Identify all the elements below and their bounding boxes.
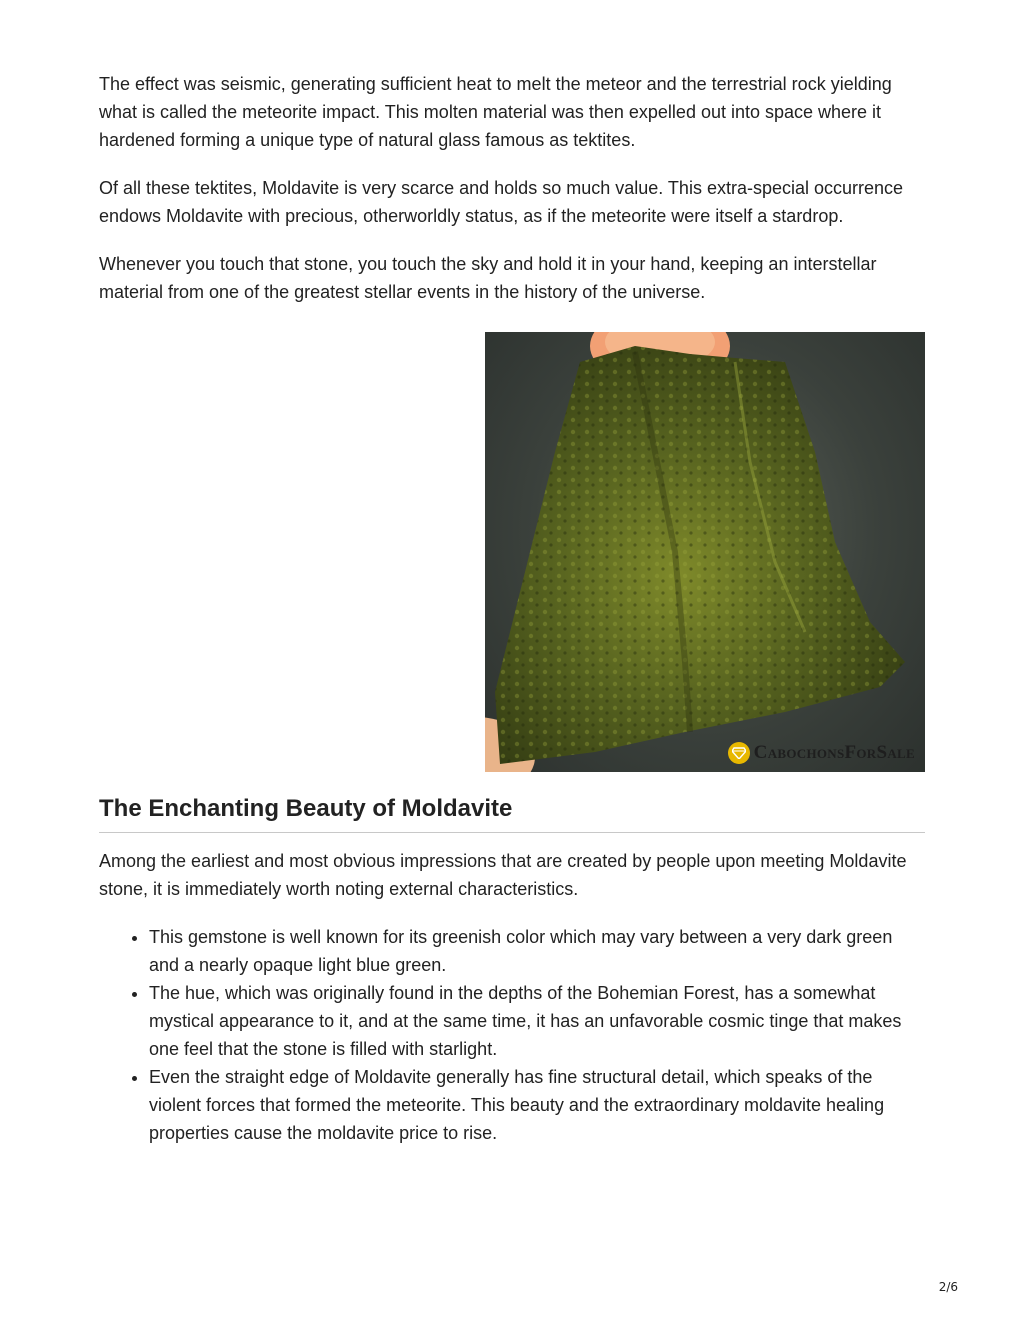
page-content xyxy=(99,70,925,1147)
paragraph-touch-the-sky: Whenever you touch that stone, you touch the sky and hold it in your hand, keeping an interstellar material from one of the greatest stellar events in the history of the universe. xyxy=(99,254,877,302)
list-item: • Even the straight edge of Moldavite generally has fine structural detail, which speaks of the violent forces that formed the meteorite. This beauty and the extraordinary moldavite healing properties cause the moldavite price to rise. xyxy=(149,1063,925,1147)
diamond-logo-icon xyxy=(728,742,750,764)
characteristics-list xyxy=(99,923,925,1147)
list-item: • The hue, which was originally found in the depths of the Bohemian Forest, has a somewhat mystical appearance to it, and at the same time, it has an unfavorable cosmic tinge that makes one feel that the stone is filled with starlight. xyxy=(149,979,925,1063)
cabochonsforsale-watermark xyxy=(728,742,915,764)
section-heading: The Enchanting Beauty of Moldavite xyxy=(99,794,925,833)
moldavite-stone-illustration xyxy=(485,332,925,772)
moldavite-photo xyxy=(485,332,925,772)
list-item: • This gemstone is well known for its greenish color which may vary between a very dark green and a nearly opaque light blue green. xyxy=(149,923,925,979)
section-intro: Among the earliest and most obvious impressions that are created by people upon meeting Moldavite stone, it is immediately worth noting external characteristics. xyxy=(99,851,907,899)
page-number: 2/6 xyxy=(938,1280,958,1294)
paragraph-tektites-scarcity: Of all these tektites, Moldavite is very scarce and holds so much value. This extra-special occurrence endows Moldavite with precious, otherworldly status, as if the meteorite were itself a stardrop. xyxy=(99,178,904,226)
paragraph-seismic-effect: The effect was seismic, generating sufficient heat to melt the meteor and the terrestrial rock yielding what is called the meteorite impact. This molten material was then expelled out into space where it hardened forming a unique type of natural glass famous as tektites. xyxy=(99,74,892,150)
watermark-text: CabochonsForSale xyxy=(753,742,915,763)
